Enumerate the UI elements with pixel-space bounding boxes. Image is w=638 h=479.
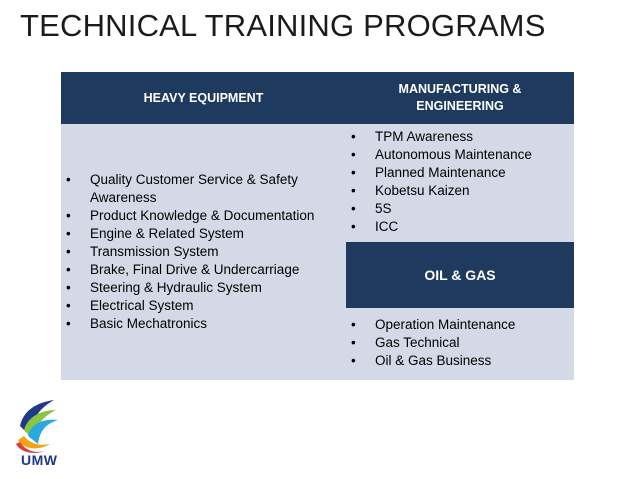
list-item: • 5S: [346, 200, 574, 218]
manufacturing-cell: [346, 124, 574, 242]
list-item: • Kobetsu Kaizen: [346, 182, 574, 200]
manufacturing-list: [346, 128, 574, 236]
list-item: • Operation Maintenance: [346, 316, 574, 334]
header-manufacturing: [346, 72, 574, 124]
list-item: • Engine & Related System: [61, 225, 331, 243]
list-item: • Brake, Final Drive & Undercarriage: [61, 261, 331, 279]
logo-text: UMW: [21, 452, 58, 468]
list-item: • Autonomous Maintenance: [346, 146, 574, 164]
heavy-equipment-list: [61, 171, 331, 333]
list-item: • Transmission System: [61, 243, 331, 261]
oil-gas-cell: [346, 308, 574, 380]
header-manufacturing-line1: MANUFACTURING &: [398, 82, 522, 96]
header-manufacturing-line2: ENGINEERING: [416, 99, 504, 113]
list-item: • Gas Technical: [346, 334, 574, 352]
list-item: • Quality Customer Service & Safety Awareness: [61, 171, 331, 207]
heavy-equipment-cell: [61, 124, 346, 380]
list-item: • Planned Maintenance: [346, 164, 574, 182]
list-item: • Oil & Gas Business: [346, 352, 574, 370]
list-item: • Electrical System: [61, 297, 331, 315]
header-oil-gas-label: OIL & GAS: [424, 266, 496, 283]
list-item: • Basic Mechatronics: [61, 315, 331, 333]
oil-gas-list: [346, 316, 574, 370]
page-title: TECHNICAL TRAINING PROGRAMS: [20, 8, 546, 43]
header-heavy-equipment-label: HEAVY EQUIPMENT: [143, 90, 264, 105]
list-item: • Product Knowledge & Documentation: [61, 207, 331, 225]
list-item: • ICC: [346, 218, 574, 236]
header-oil-gas: [346, 242, 574, 308]
header-heavy-equipment: [61, 72, 346, 124]
list-item: • TPM Awareness: [346, 128, 574, 146]
list-item: • Steering & Hydraulic System: [61, 279, 331, 297]
